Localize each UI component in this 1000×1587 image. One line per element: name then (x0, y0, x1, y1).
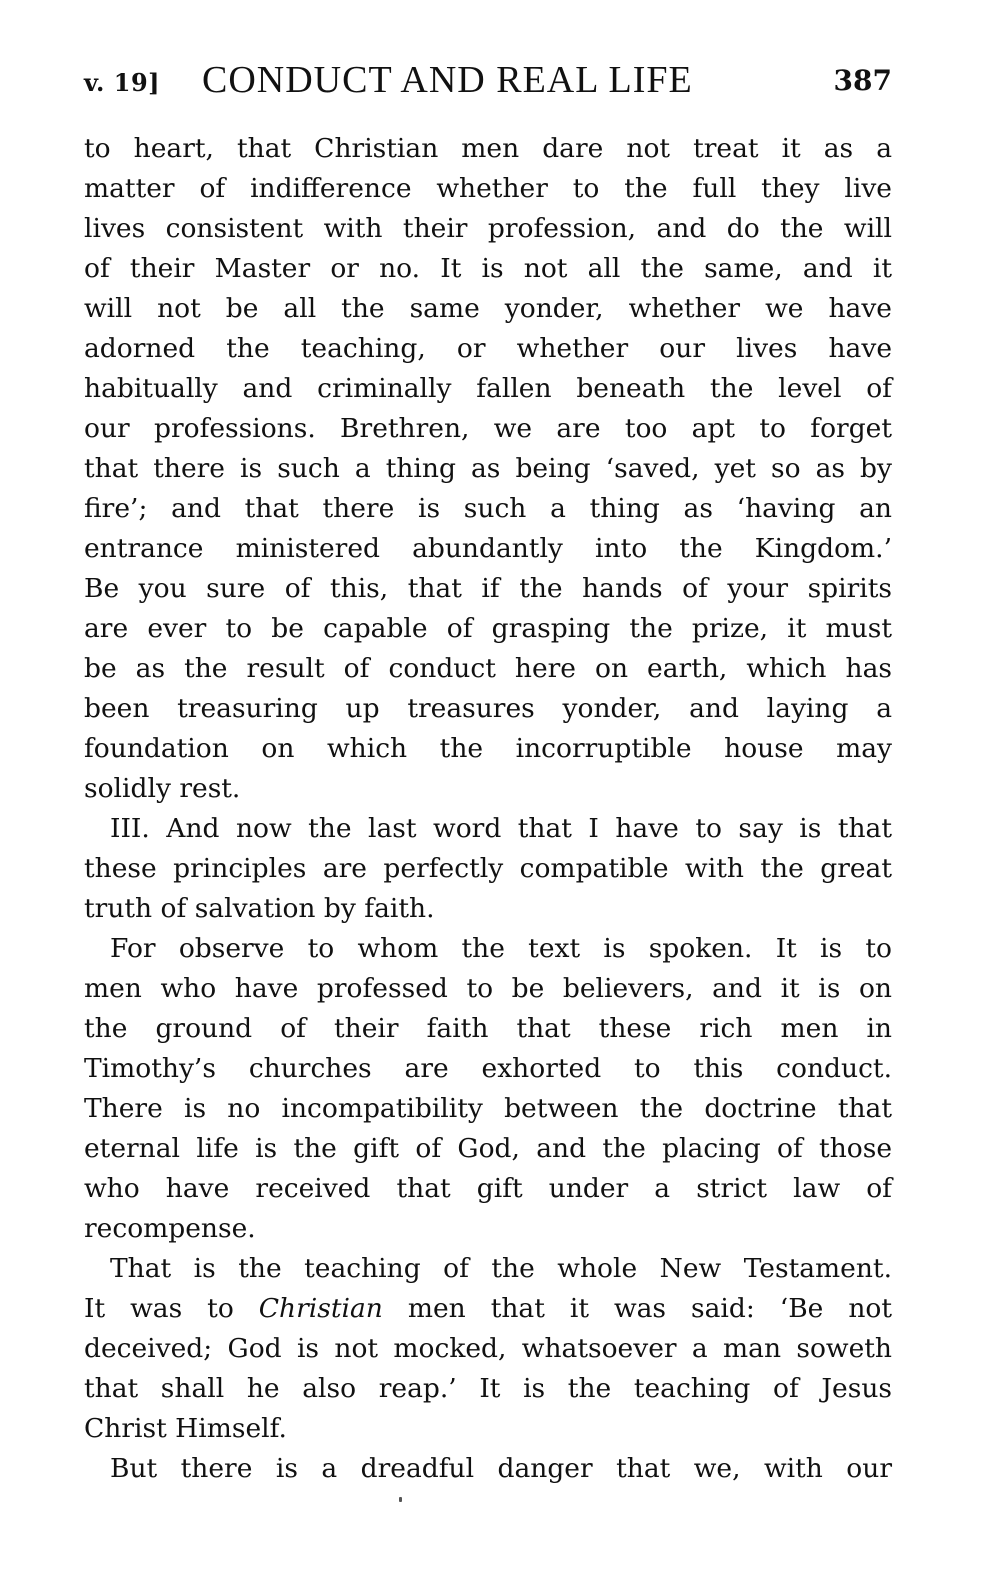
text-line: That is the teaching of the whole New Testament. (110, 1253, 892, 1284)
body-text (84, 129, 892, 1489)
text-line: will not be all the same yonder, whether we have (84, 293, 892, 324)
text-line: who have received that gift under a strict law of (84, 1173, 892, 1204)
text-line: fire’; and that there is such a thing as ‘having an (84, 493, 892, 524)
paragraph-5 (84, 1449, 892, 1489)
text-line: Christ Himself. (84, 1413, 287, 1444)
text-line: are ever to be capable of grasping the prize, it must (84, 613, 892, 644)
text-line: that shall he also reap.’ It is the teaching of Jesus (84, 1373, 892, 1404)
text-line: lives consistent with their profession, and do the will (84, 213, 892, 244)
text-line-with-italic (84, 1289, 892, 1329)
text-line: habitually and criminally fallen beneath the level of (84, 373, 892, 404)
paragraph-3 (84, 929, 892, 1249)
text-line: our professions. Brethren, we are too apt to forget (84, 413, 892, 444)
text-line: foundation on which the incorruptible house may (84, 733, 892, 764)
text-line: be as the result of conduct here on earth, which has (84, 653, 892, 684)
text-line: matter of indifference whether to the full they live (84, 173, 892, 204)
text-fragment: It was to (84, 1293, 259, 1324)
text-line: III. And now the last word that I have to say is that (110, 813, 892, 844)
text-line: that there is such a thing as being ‘saved, yet so as by (84, 453, 892, 484)
text-line: deceived; God is not mocked, whatsoever a man soweth (84, 1333, 892, 1364)
text-line: been treasuring up treasures yonder, and laying a (84, 693, 892, 724)
text-line: Timothy’s churches are exhorted to this conduct. (84, 1053, 892, 1084)
text-line: entrance ministered abundantly into the Kingdom.’ (84, 533, 892, 564)
text-line: these principles are perfectly compatible with the great (84, 853, 892, 884)
text-line: adorned the teaching, or whether our lives have (84, 333, 892, 364)
print-speck (399, 1497, 402, 1502)
text-line: For observe to whom the text is spoken. It is to (110, 933, 892, 964)
verse-reference: v. 19] (84, 68, 160, 97)
text-line: men who have professed to be believers, and it is on (84, 973, 892, 1004)
italic-emphasis: Christian (258, 1293, 383, 1324)
running-header (84, 58, 892, 104)
text-fragment: men that it was said: ‘Be not (382, 1293, 893, 1324)
text-line: But there is a dreadful danger that we, with our (110, 1453, 892, 1484)
text-line: the ground of their faith that these rich men in (84, 1013, 892, 1044)
text-line: solidly rest. (84, 773, 241, 804)
text-line: There is no incompatibility between the doctrine that (84, 1093, 892, 1124)
text-line: Be you sure of this, that if the hands of your spirits (84, 573, 892, 604)
paragraph-2 (84, 809, 892, 929)
chapter-title: CONDUCT AND REAL LIFE (202, 59, 693, 101)
text-line: to heart, that Christian men dare not treat it as a (84, 133, 892, 164)
text-line: recompense. (84, 1213, 256, 1244)
page-number: 387 (833, 64, 892, 97)
text-line: eternal life is the gift of God, and the placing of those (84, 1133, 892, 1164)
paragraph-1 (84, 129, 892, 809)
text-line: of their Master or no. It is not all the same, and it (84, 253, 892, 284)
text-line: truth of salvation by faith. (84, 893, 435, 924)
paragraph-4 (84, 1249, 892, 1449)
